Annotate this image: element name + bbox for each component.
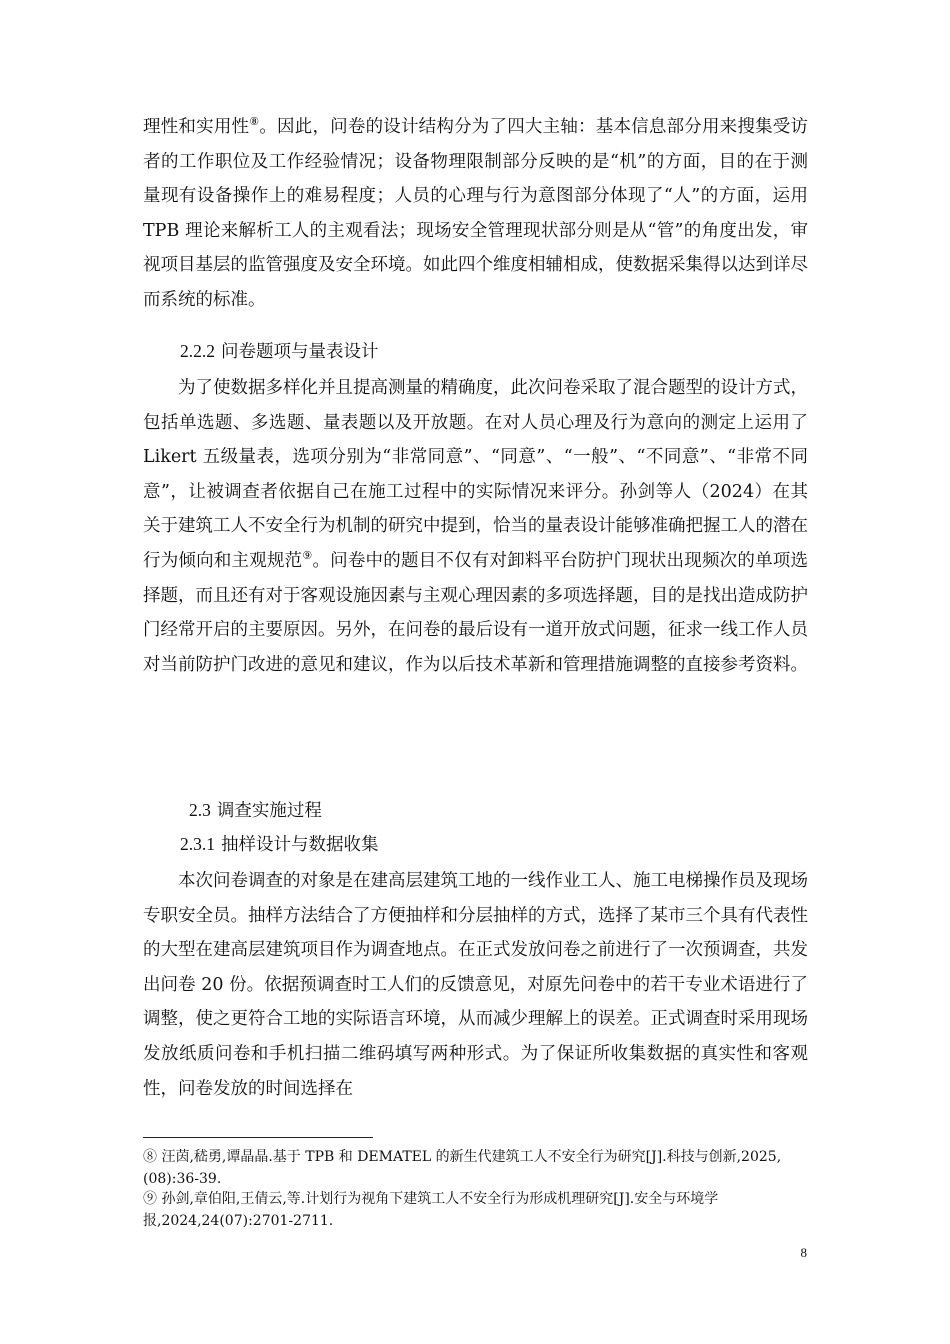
section-heading-2-2-2 xyxy=(180,334,379,370)
page-number: 8 xyxy=(800,1245,807,1260)
heading-number: 2.3 xyxy=(189,800,211,820)
footnote-ref-8[interactable]: ⑧ xyxy=(249,115,260,129)
footnote-9: ⑨ 孙剑,章伯阳,王倩云,等.计划行为视角下建筑工人不安全行为形成机理研究[J].安全与环境学报,2024,24(07):2701-2711. xyxy=(143,1191,719,1229)
paragraph-text: 为了使数据多样化并且提高测量的精确度，此次问卷采取了混合题型的设计方式，包括单选题、多选题、量表题以及开放题。在对人员心理及行为意向的测定上运用了 Likert 五级量表，选项分别为“非常同意”、“同意”、“一般”、“不同意”、“非常不同意”，让被调查者依据自己在施工过程中的实际情况来评分。孙剑等人（2024）在其关于建筑工人不安全行为机制的研究中提到，恰当的量表设计能够准确把握工人的潜在行为倾向和主观规范 xyxy=(143,378,808,571)
heading-title: 问卷题项与量表设计 xyxy=(221,342,379,362)
heading-title: 抽样设计与数据收集 xyxy=(221,835,379,855)
paragraph-questionnaire-design xyxy=(143,371,808,682)
section-heading-2-3 xyxy=(189,793,322,829)
paragraph-text: 。因此，问卷的设计结构分为了四大主轴：基本信息部分用来搜集受访者的工作职位及工作经验情况；设备物理限制部分反映的是“机”的方面，目的在于测量现有设备操作上的难易程度；人员的心理与行为意图部分体现了“人”的方面，运用 TPB 理论来解析工人的主观看法；现场安全管理现状部分则是从“管”的角度出发，审视项目基层的监管强度及安全环境。如此四个维度相辅相成，使数据采集得以达到详尽而系统的标准。 xyxy=(143,117,809,310)
paragraph-text: 理性和实用性 xyxy=(143,117,250,137)
heading-number: 2.2.2 xyxy=(180,341,215,361)
section-heading-2-3-1 xyxy=(180,827,379,863)
paragraph-structure xyxy=(143,110,808,318)
heading-number: 2.3.1 xyxy=(180,834,215,854)
heading-title: 调查实施过程 xyxy=(216,801,322,821)
footnote-ref-9[interactable]: ⑨ xyxy=(302,549,313,563)
paragraph-text: 。问卷中的题目不仅有对卸料平台防护门现状出现频次的单项选择题，而且还有对于客观设施因素与主观心理因素的多项选择题，目的是找出造成防护门经常开启的主要原因。另外，在问卷的最后设有一道开放式问题，征求一线工作人员对当前防护门改进的意见和建议，作为以后技术革新和管理措施调整的直接参考资料。 xyxy=(143,550,808,675)
footnote-separator xyxy=(143,1137,373,1138)
paragraph-sampling: 本次问卷调查的对象是在建高层建筑工地的一线作业工人、施工电梯操作员及现场专职安全员。抽样方法结合了方便抽样和分层抽样的方式，选择了某市三个具有代表性的大型在建高层建筑项目作为调查地点。在正式发放问卷之前进行了一次预调查，共发出问卷 20 份。依据预调查时工人们的反馈意见，对原先问卷中的若干专业术语进行了调整，使之更符合工地的实际语言环境，从而减少理解上的误差。正式调查时采用现场发放纸质问卷和手机扫描二维码填写两种形式。为了保证所收集数据的真实性和客观性，问卷发放的时间选择在 xyxy=(143,871,808,1099)
footnote-8: ⑧ 汪茵,嵇勇,谭晶晶.基于 TPB 和 DEMATEL 的新生代建筑工人不安全行为研究[J].科技与创新,2025,(08):36-39. xyxy=(143,1149,782,1187)
